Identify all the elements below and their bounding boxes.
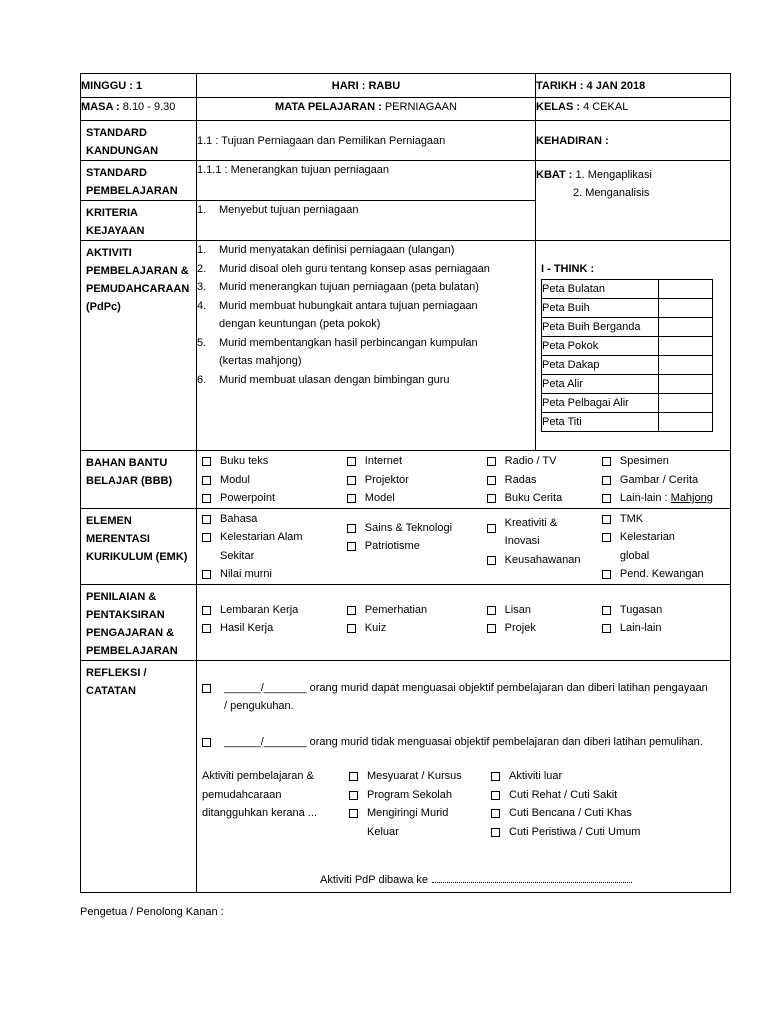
refleksi-reasons-column-1	[349, 767, 491, 841]
ithink-item-label: Peta Titi	[542, 413, 659, 432]
ithink-checkbox[interactable]	[659, 337, 713, 356]
kbat-item-2: 2. Menganalisis	[573, 187, 650, 199]
emk-column-4	[602, 510, 726, 584]
standard-kandungan-label: STANDARD KANDUNGAN	[81, 121, 197, 161]
bbb-option[interactable]: Spesimen	[602, 452, 726, 471]
reason-option[interactable]: Cuti Bencana / Cuti Khas	[491, 804, 691, 823]
masa-value: 8.10 - 9.30	[122, 101, 176, 113]
kbat-item-1: 1. Mengaplikasi	[575, 169, 652, 181]
ithink-item-label: Peta Pelbagai Alir	[542, 394, 659, 413]
ithink-row[interactable]	[542, 394, 713, 413]
ithink-checkbox[interactable]	[659, 394, 713, 413]
emk-option[interactable]: Bahasa	[202, 510, 347, 529]
ithink-item-label: Peta Alir	[542, 375, 659, 394]
standard-pembelajaran-label: STANDARD PEMBELAJARAN	[81, 161, 197, 201]
penilaian-options	[197, 584, 731, 660]
lesson-plan-table	[80, 73, 731, 893]
kriteria-kejayaan-label: KRITERIA KEJAYAAN	[81, 201, 197, 241]
bbb-option[interactable]: Projektor	[347, 471, 487, 490]
bbb-option[interactable]: Buku teks	[202, 452, 347, 471]
aktiviti-item: 3. Murid menerangkan tujuan perniagaan (peta bulatan)	[197, 281, 479, 293]
ithink-checkbox[interactable]	[659, 375, 713, 394]
hari-cell: HARI : RABU	[197, 74, 536, 98]
refleksi-content	[197, 660, 731, 892]
aktiviti-list-cell	[197, 241, 536, 451]
aktiviti-item: 5. Murid membentangkan hasil perbincangan kumpulan (kertas mahjong)	[197, 336, 478, 367]
lainlain-value: Mahjong	[670, 492, 713, 504]
penilaian-column-1	[202, 601, 347, 638]
ithink-row[interactable]	[542, 280, 713, 299]
refleksi-label: REFLEKSI / CATATAN	[81, 660, 197, 892]
penilaian-option[interactable]: Hasil Kerja	[202, 619, 347, 638]
ithink-checkbox[interactable]	[659, 413, 713, 432]
minggu-value: 1	[136, 80, 143, 92]
bbb-option[interactable]: Model	[347, 489, 487, 508]
dibawa-input[interactable]	[432, 873, 632, 883]
emk-option[interactable]: Sains & Teknologi	[347, 519, 487, 538]
aktiviti-item: 1. Murid menyatakan definisi perniagaan (ulangan)	[197, 244, 455, 256]
lesson-plan-form	[80, 73, 730, 893]
aktiviti-item: 2. Murid disoal oleh guru tentang konsep asas perniagaan	[197, 262, 490, 275]
emk-column-3	[487, 510, 602, 584]
ithink-item-label: Peta Bulatan	[542, 280, 659, 299]
bbb-option[interactable]: Lain-lain : Mahjong	[602, 489, 726, 508]
reason-option[interactable]: Cuti Rehat / Cuti Sakit	[491, 786, 691, 805]
minggu-cell: MINGGU : 1	[81, 74, 197, 98]
hari-value: RABU	[368, 80, 401, 92]
kbat-cell: KBAT : 1. Mengaplikasi 2. Menganalisis	[536, 161, 731, 241]
reason-option[interactable]: Mengiringi Murid Keluar	[349, 804, 491, 841]
ithink-item-label: Peta Buih Berganda	[542, 318, 659, 337]
mata-pelajaran-value: PERNIAGAAN	[384, 101, 457, 113]
pengetua-signature-label: Pengetua / Penolong Kanan :	[80, 906, 224, 918]
aktiviti-label: AKTIVITI PEMBELAJARAN & PEMUDAHCARAAN (PdPc)	[81, 241, 197, 451]
ithink-cell	[536, 241, 731, 451]
ithink-checkbox[interactable]	[659, 318, 713, 337]
emk-option[interactable]: Pend. Kewangan	[602, 565, 726, 584]
penilaian-label: PENILAIAN & PENTAKSIRAN PENGAJARAN & PEMBELAJARAN	[81, 584, 197, 660]
aktiviti-item: 6. Murid membuat ulasan dengan bimbingan guru	[197, 373, 450, 386]
emk-option[interactable]: Kelestarian global	[602, 528, 726, 565]
penilaian-option[interactable]: Lisan	[487, 601, 602, 620]
standard-kandungan-value: 1.1 : Tujuan Perniagaan dan Pemilikan Perniagaan	[197, 121, 536, 161]
penilaian-option[interactable]: Tugasan	[602, 601, 726, 620]
ditangguhkan-label: Aktiviti pembelajaran & pemudahcaraan ditangguhkan kerana ...	[202, 770, 317, 819]
reason-option[interactable]: Program Sekolah	[349, 786, 491, 805]
refleksi-reasons-column-2	[491, 767, 691, 841]
emk-option[interactable]: Patriotisme	[347, 537, 487, 556]
bbb-label: BAHAN BANTU BELAJAR (BBB)	[81, 451, 197, 509]
emk-options	[197, 508, 731, 584]
ithink-row[interactable]	[542, 413, 713, 432]
emk-option[interactable]: Keusahawanan	[487, 551, 602, 570]
bbb-option[interactable]: Radio / TV	[487, 452, 602, 471]
kelas-cell: KELAS : 4 CEKAL	[536, 98, 731, 121]
ithink-item-label: Peta Dakap	[542, 356, 659, 375]
bbb-column-3	[487, 452, 602, 508]
refleksi-menguasai-option[interactable]: ______/_______ orang murid dapat menguasai objektif pembelajaran dan diberi latihan pengayaan / pengukuhan.	[202, 679, 726, 716]
kehadiran-cell: KEHADIRAN :	[536, 121, 731, 161]
ithink-checkbox[interactable]	[659, 280, 713, 299]
mata-pelajaran-cell: MATA PELAJARAN : PERNIAGAAN	[197, 98, 536, 121]
ithink-item-label: Peta Pokok	[542, 337, 659, 356]
penilaian-column-3	[487, 601, 602, 638]
ithink-checkbox[interactable]	[659, 299, 713, 318]
ithink-row[interactable]	[542, 356, 713, 375]
bbb-option[interactable]: Buku Cerita	[487, 489, 602, 508]
bbb-option[interactable]: Modul	[202, 471, 347, 490]
bbb-column-4	[602, 452, 726, 508]
penilaian-option[interactable]: Lembaran Kerja	[202, 601, 347, 620]
ithink-item-label: Peta Buih	[542, 299, 659, 318]
ithink-row[interactable]	[542, 337, 713, 356]
ithink-table	[541, 279, 713, 432]
bbb-option[interactable]: Powerpoint	[202, 489, 347, 508]
bbb-option[interactable]: Internet	[347, 452, 487, 471]
kelas-value: 4 CEKAL	[583, 101, 629, 113]
penilaian-option[interactable]: Projek	[487, 619, 602, 638]
ithink-row[interactable]	[542, 299, 713, 318]
reason-option[interactable]: Aktiviti luar	[491, 767, 691, 786]
emk-option[interactable]: TMK	[602, 510, 726, 529]
kriteria-kejayaan-value: 1. Menyebut tujuan perniagaan	[197, 201, 536, 241]
emk-option[interactable]: Kelestarian Alam Sekitar	[202, 528, 347, 565]
ithink-row[interactable]	[542, 375, 713, 394]
bbb-column-2	[347, 452, 487, 508]
emk-column-1	[202, 510, 347, 584]
tarikh-value: 4 JAN 2018	[586, 80, 646, 92]
penilaian-option[interactable]: Pemerhatian	[347, 601, 487, 620]
penilaian-column-2	[347, 601, 487, 638]
aktiviti-item: 4. Murid membuat hubungkait antara tujuan perniagaan dengan keuntungan (peta pokok)	[197, 299, 478, 330]
refleksi-tidak-menguasai-option[interactable]: ______/_______ orang murid tidak menguasai objektif pembelajaran dan diberi latihan pemulihan.	[202, 733, 726, 752]
reason-option[interactable]: Mesyuarat / Kursus	[349, 767, 491, 786]
ithink-row[interactable]	[542, 318, 713, 337]
emk-option[interactable]: Nilai murni	[202, 565, 347, 584]
bbb-option[interactable]: Gambar / Cerita	[602, 471, 726, 490]
ithink-label: I - THINK :	[541, 263, 595, 275]
reason-option[interactable]: Cuti Peristiwa / Cuti Umum	[491, 823, 691, 842]
masa-cell: MASA : 8.10 - 9.30	[81, 98, 197, 121]
penilaian-column-4	[602, 601, 726, 638]
emk-label: ELEMEN MERENTASI KURIKULUM (EMK)	[81, 508, 197, 584]
dibawa-line: Aktiviti PdP dibawa ke	[320, 873, 632, 886]
bbb-option[interactable]: Radas	[487, 471, 602, 490]
emk-option[interactable]: Kreativiti & Inovasi	[487, 514, 602, 551]
bbb-options	[197, 451, 731, 509]
standard-pembelajaran-value: 1.1.1 : Menerangkan tujuan perniagaan	[197, 161, 536, 201]
penilaian-option[interactable]: Kuiz	[347, 619, 487, 638]
penilaian-option[interactable]: Lain-lain	[602, 619, 726, 638]
ithink-checkbox[interactable]	[659, 356, 713, 375]
emk-column-2	[347, 510, 487, 584]
aktiviti-list	[197, 241, 535, 389]
bbb-column-1	[202, 452, 347, 508]
tarikh-cell: TARIKH : 4 JAN 2018	[536, 74, 731, 98]
